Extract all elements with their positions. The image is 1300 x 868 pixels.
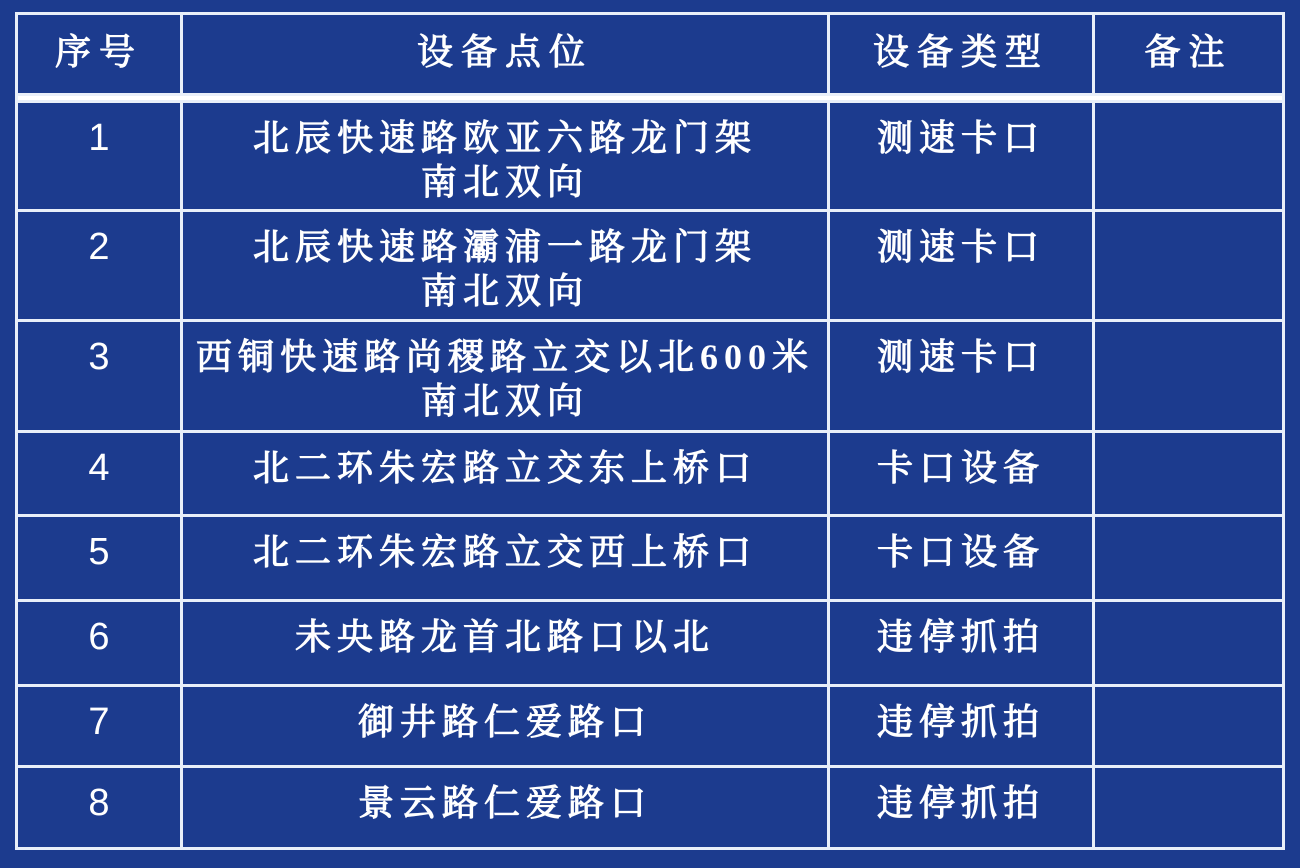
header-cell-remark: 备注	[1095, 15, 1282, 93]
cell-location	[183, 687, 827, 765]
cell-location	[183, 103, 827, 209]
cell-index: 6	[18, 602, 180, 684]
cell-remark	[1095, 687, 1282, 765]
location-line-1: 北辰快速路欧亚六路龙门架	[252, 118, 757, 158]
location-line-1: 北二环朱宏路立交西上桥口	[252, 532, 757, 572]
cell-remark	[1095, 768, 1282, 847]
cell-index: 2	[18, 212, 180, 319]
location-line-2: 南北双向	[420, 271, 589, 311]
cell-location	[183, 322, 827, 430]
cell-index: 4	[18, 433, 180, 514]
location-line-1: 未央路龙首北路口以北	[294, 617, 715, 657]
cell-location	[183, 602, 827, 684]
location-line-1: 西铜快速路尚稷路立交以北600米	[195, 337, 814, 377]
location-line-2: 南北双向	[420, 162, 589, 202]
location-line-1: 北辰快速路灞浦一路龙门架	[252, 227, 757, 267]
cell-type: 违停抓拍	[830, 602, 1092, 684]
location-line-1: 北二环朱宏路立交东上桥口	[252, 448, 757, 488]
location-line-1: 御井路仁爱路口	[357, 702, 652, 742]
cell-remark	[1095, 517, 1282, 599]
cell-index: 8	[18, 768, 180, 847]
location-line-2: 南北双向	[420, 381, 589, 421]
cell-type: 违停抓拍	[830, 768, 1092, 847]
header-cell-index: 序号	[18, 15, 180, 93]
cell-remark	[1095, 103, 1282, 209]
location-line-1: 景云路仁爱路口	[357, 783, 652, 823]
cell-type: 测速卡口	[830, 103, 1092, 209]
cell-index: 7	[18, 687, 180, 765]
cell-index: 5	[18, 517, 180, 599]
cell-location	[183, 433, 827, 514]
header-cell-type: 设备类型	[830, 15, 1092, 93]
cell-type: 测速卡口	[830, 322, 1092, 430]
cell-remark	[1095, 212, 1282, 319]
cell-index: 3	[18, 322, 180, 430]
cell-location	[183, 768, 827, 847]
cell-remark	[1095, 322, 1282, 430]
cell-index: 1	[18, 103, 180, 209]
cell-type: 卡口设备	[830, 433, 1092, 514]
header-cell-location: 设备点位	[183, 15, 827, 93]
device-table-grid	[18, 15, 1282, 847]
cell-type: 卡口设备	[830, 517, 1092, 599]
header-separator	[18, 96, 1282, 100]
cell-remark	[1095, 433, 1282, 514]
cell-location	[183, 212, 827, 319]
cell-location	[183, 517, 827, 599]
cell-type: 违停抓拍	[830, 687, 1092, 765]
cell-type: 测速卡口	[830, 212, 1092, 319]
cell-remark	[1095, 602, 1282, 684]
device-table	[15, 12, 1285, 850]
